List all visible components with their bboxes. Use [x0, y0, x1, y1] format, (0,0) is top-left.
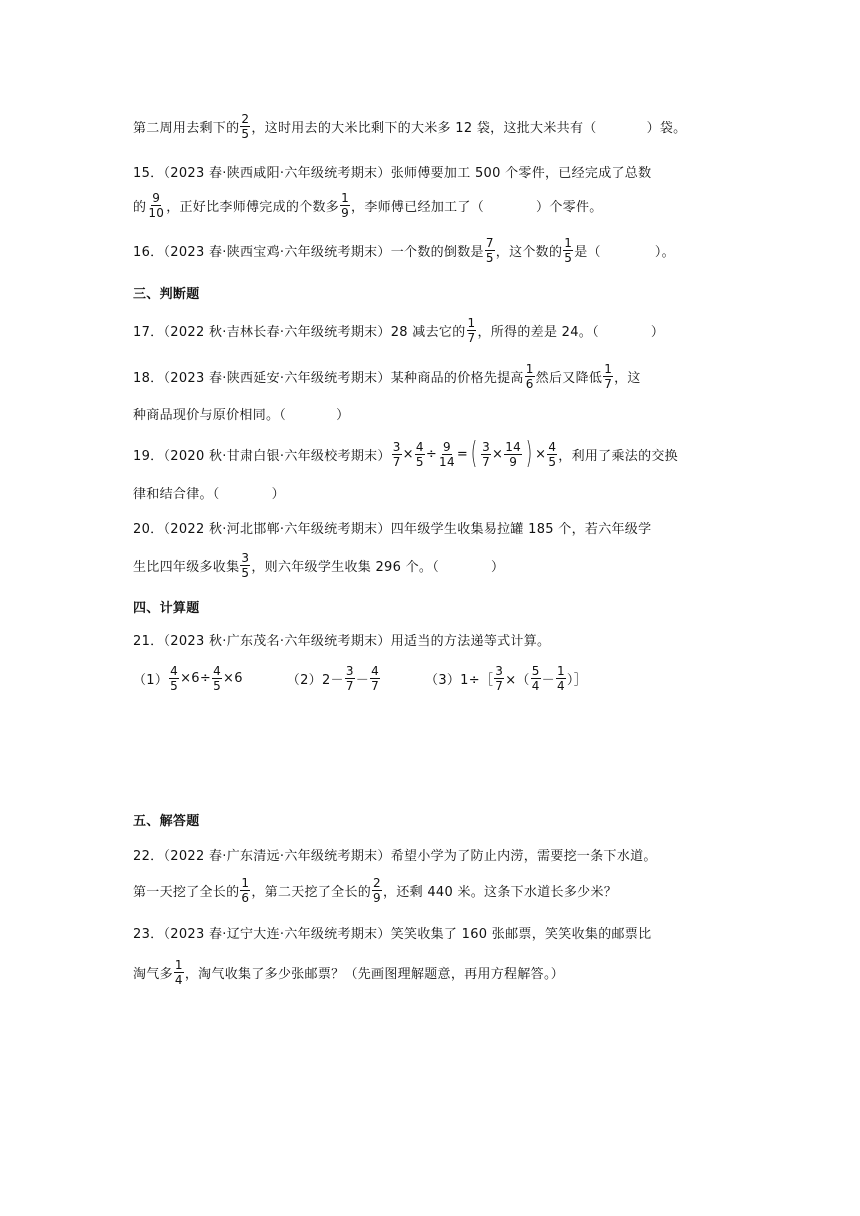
- text: －: [541, 672, 555, 688]
- text: 第一天挖了全长的: [133, 884, 240, 900]
- question-text: 23．（2023 春·辽宁大连·六年级统考期末）笑笑收集了 160 张邮票，笑笑收集的邮票比: [133, 926, 652, 942]
- question-text: 20．（2022 秋·河北邯郸·六年级统考期末）四年级学生收集易拉罐 185 个，若六年级学: [133, 521, 652, 537]
- expression-2: [287, 664, 381, 693]
- question-20-line-1: [133, 507, 651, 547]
- section-heading-calculation: 四、计算题: [133, 600, 200, 616]
- question-23-line-2: [133, 952, 564, 992]
- question-22-line-1: [133, 834, 657, 874]
- text: （1）: [133, 672, 169, 688]
- fraction: $\frac{4}{5}$: [548, 439, 557, 469]
- text: ，这时用去的大米比剩下的大米多 12 袋，这批大米共有（: [251, 120, 597, 136]
- math-operator: ×: [492, 446, 504, 462]
- section-heading-judgement: 三、判断题: [133, 286, 200, 302]
- text: 是（: [574, 244, 601, 260]
- question-21-expressions: [133, 658, 631, 698]
- fraction: $\frac{5}{4}$: [531, 663, 540, 693]
- text: ×6÷: [180, 670, 212, 686]
- fraction: $\frac{1}{4}$: [174, 957, 183, 987]
- fraction: $\frac{2}{9}$: [373, 875, 381, 905]
- text: （3）1÷［: [425, 672, 494, 688]
- fraction: $\frac{4}{5}$: [213, 663, 222, 693]
- text: ，利用了乘法的交换: [558, 448, 678, 464]
- section-heading-solution: 五、解答题: [133, 813, 200, 829]
- question-14-continuation: [133, 106, 686, 146]
- question-text: 15．（2023 春·陕西咸阳·六年级统考期末）张师傅要加工 500 个零件，已经完成了总数: [133, 165, 652, 181]
- math-operator: ÷: [425, 446, 438, 462]
- question-22-line-2: [133, 870, 617, 910]
- text: 律和结合律。（: [133, 486, 220, 502]
- text: ）个零件。: [536, 199, 603, 215]
- fraction: $\frac{1}{6}$: [241, 875, 250, 905]
- fraction: $\frac{3}{7}$: [495, 663, 504, 693]
- text: ，则六年级学生收集 296 个。（: [251, 559, 440, 575]
- question-20-line-2: [133, 545, 504, 585]
- fraction: $\frac{4}{5}$: [415, 439, 424, 469]
- text: 种商品现价与原价相同。（: [133, 407, 287, 423]
- math-operator: =: [456, 446, 469, 462]
- fraction: $\frac{3}{7}$: [392, 439, 401, 469]
- question-21: [133, 619, 550, 659]
- question-18-line-1: [133, 356, 641, 396]
- fraction: $\frac{9}{14}$: [439, 439, 455, 469]
- text: ，李师傅已经加工了（: [351, 199, 485, 215]
- text: 17．（2022 秋·吉林长春·六年级统考期末）28 减去它的: [133, 324, 466, 340]
- text: ）: [336, 407, 350, 423]
- text: ）。: [654, 244, 675, 260]
- fraction: $\frac{1}{7}$: [604, 361, 613, 391]
- text: ，第二天挖了全长的: [251, 884, 372, 900]
- fraction: $\frac{4}{5}$: [170, 663, 179, 693]
- text: ）袋。: [646, 120, 687, 136]
- text: ×6: [223, 670, 243, 686]
- text: 的: [133, 199, 147, 215]
- math-operator: ×: [402, 446, 414, 462]
- question-text: 22．（2022 春·广东清远·六年级统考期末）希望小学为了防止内涝，需要挖一条下水道。: [133, 848, 657, 864]
- fraction: $\frac{3}{5}$: [241, 550, 250, 580]
- text: ，所得的差是 24。（: [477, 324, 599, 340]
- text: 16．（2023 春·陕西宝鸡·六年级统考期末）一个数的倒数是: [133, 244, 484, 260]
- text: ）: [271, 486, 285, 502]
- fraction: $\frac{1}{4}$: [556, 663, 565, 693]
- text: ，这个数的: [495, 244, 563, 260]
- text: ，正好比李师傅完成的个数多: [166, 199, 340, 215]
- fraction: $\frac{1}{6}$: [525, 361, 534, 391]
- question-15-line-2: [133, 185, 603, 225]
- question-19-line-2: [133, 472, 285, 512]
- right-paren: ): [525, 436, 533, 471]
- text: ）: [650, 324, 665, 340]
- text: ×（: [505, 672, 530, 688]
- fraction: $\frac{1}{9}$: [341, 190, 350, 220]
- fraction: $\frac{1}{7}$: [467, 315, 476, 345]
- fraction: $\frac{14}{9}$: [505, 439, 522, 469]
- question-19-line-1: [133, 434, 678, 474]
- text: ）］: [566, 672, 587, 688]
- text: 淘气多: [133, 966, 173, 982]
- text: 生比四年级多收集: [133, 559, 240, 575]
- fraction: $\frac{4}{7}$: [371, 663, 380, 693]
- fraction: $\frac{1}{5}$: [564, 235, 573, 265]
- question-23-line-1: [133, 912, 651, 952]
- text: （2）2－: [286, 672, 344, 688]
- question-17: [133, 310, 664, 350]
- question-18-line-2: [133, 393, 349, 433]
- text: 然后又降低: [535, 370, 603, 386]
- text: 第二周用去剩下的: [133, 120, 240, 136]
- fraction: $\frac{7}{5}$: [485, 235, 494, 265]
- expression-3: [425, 664, 587, 693]
- text: 18．（2023 春·陕西延安·六年级统考期末）某种商品的价格先提高: [133, 370, 524, 386]
- text: ）: [491, 559, 505, 575]
- text: －: [355, 672, 370, 688]
- text: ，还剩 440 米。这条下水道长多少米？: [382, 884, 618, 900]
- question-text: 21．（2023 秋·广东茂名·六年级统考期末）用适当的方法递等式计算。: [133, 633, 551, 649]
- expression-1: [133, 664, 243, 693]
- text: ，这: [614, 370, 641, 386]
- fraction: $\frac{2}{5}$: [241, 111, 250, 141]
- question-16: [133, 230, 675, 270]
- fraction: $\frac{9}{10}$: [148, 190, 165, 220]
- fraction: $\frac{3}{7}$: [482, 439, 491, 469]
- left-paren: (: [470, 436, 478, 471]
- fraction: $\frac{3}{7}$: [345, 663, 354, 693]
- text: ，淘气收集了多少张邮票？（先画图理解题意，再用方程解答。）: [184, 966, 565, 982]
- text: 19．（2020 秋·甘肃白银·六年级校考期末）: [133, 448, 391, 464]
- math-operator: ×: [535, 446, 547, 462]
